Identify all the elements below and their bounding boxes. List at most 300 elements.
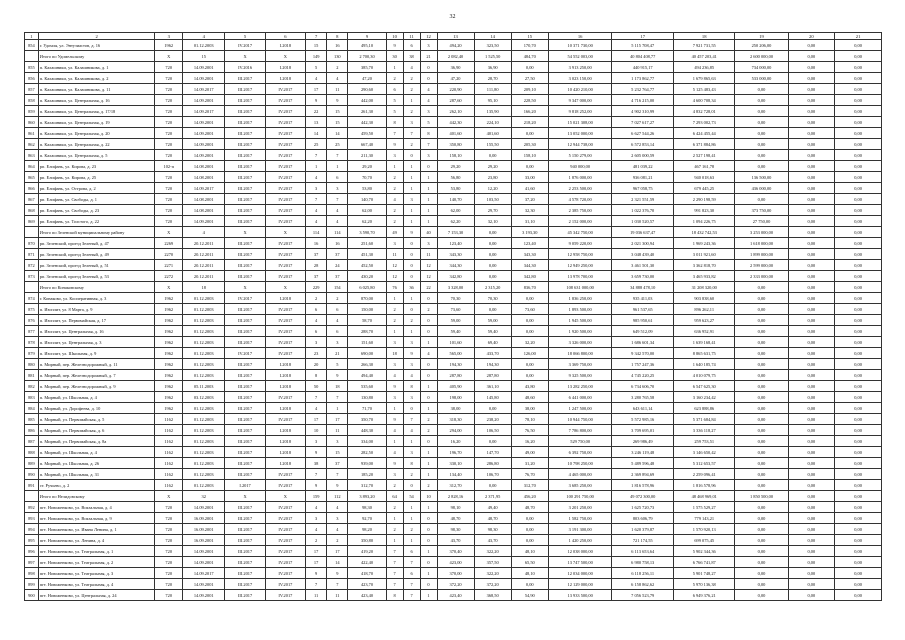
table-cell: 37,20 <box>511 194 548 205</box>
table-cell: 0,00 <box>835 403 882 414</box>
table-cell: 65,50 <box>511 557 548 568</box>
table-row <box>25 84 882 95</box>
table-cell: 5 115 708,47 <box>612 40 674 51</box>
table-cell: III.2017 <box>225 590 265 601</box>
table-cell: 0,00 <box>788 161 835 172</box>
table-cell: 869 <box>25 216 39 227</box>
table-cell: III.2017 <box>225 458 265 469</box>
table-cell: 6 <box>306 326 327 337</box>
table-cell: 720 <box>155 513 183 524</box>
table-cell: III.2017 <box>225 535 265 546</box>
table-cell: 9 <box>306 568 327 579</box>
table-cell: 23 <box>306 348 327 359</box>
table-row <box>25 381 882 392</box>
table-cell: 893 <box>25 513 39 524</box>
table-row <box>25 139 882 150</box>
table-cell: 6 627 544,26 <box>612 128 674 139</box>
table-cell: п. Мирный, пер. Железнодорожный, д. 7 <box>38 370 155 381</box>
table-cell: III.2017 <box>225 194 265 205</box>
table-cell: 312,70 <box>348 480 386 491</box>
table-cell: 0 <box>420 359 437 370</box>
table-cell: 436 000,00 <box>735 183 788 194</box>
table-cell: 401,60 <box>437 128 474 139</box>
table-cell: 0,00 <box>788 205 835 216</box>
table-cell: 1 <box>386 161 403 172</box>
table-cell: 889 <box>25 458 39 469</box>
table-cell: 211,30 <box>348 150 386 161</box>
table-cell: 1162 <box>155 469 183 480</box>
table-cell: 22 <box>306 106 327 117</box>
table-cell: 836,70 <box>511 282 548 293</box>
table-cell: 16,20 <box>437 436 474 447</box>
table-cell: III.2017 <box>225 557 265 568</box>
table-cell: 4 <box>403 370 420 381</box>
table-cell: 286,80 <box>474 458 511 469</box>
table-cell: 0,00 <box>735 392 788 403</box>
table-cell: 9 <box>306 480 327 491</box>
table-cell: 0,00 <box>835 40 882 51</box>
table-cell: 2 <box>403 315 420 326</box>
table-cell: 13 052 000,00 <box>548 128 612 139</box>
table-row <box>25 205 882 216</box>
table-cell: 9 <box>327 568 348 579</box>
table-cell: 3 <box>386 359 403 370</box>
table-cell: рп. Елифань, ул. Острова, д. 2 <box>38 183 155 194</box>
table-cell: п. Калашники, ул. Центральная, д. 20 <box>38 128 155 139</box>
table-row <box>25 260 882 271</box>
table-cell: 0,00 <box>788 491 835 502</box>
table-cell: 101,60 <box>437 337 474 348</box>
table-cell: 872 <box>25 260 39 271</box>
table-cell: 290,60 <box>348 84 386 95</box>
header-cell: 13 <box>437 33 474 40</box>
table-cell: 25 <box>306 139 327 150</box>
table-cell: 967 058,75 <box>612 183 674 194</box>
table-cell: 14.09.2001 <box>183 579 225 590</box>
table-cell: III.2017 <box>225 150 265 161</box>
table-cell: рп. Елифань, ул. Кирова, д. 23 <box>38 161 155 172</box>
table-cell: IV.2016 <box>225 62 265 73</box>
table-cell: 4 <box>306 502 327 513</box>
table-cell: 3 <box>386 150 403 161</box>
table-cell: 01.12.2003 <box>183 436 225 447</box>
table-cell: 0,00 <box>835 139 882 150</box>
table-cell: 27 750,00 <box>735 216 788 227</box>
table-cell: 15 <box>327 117 348 128</box>
table-cell: 6 118 256,11 <box>612 568 674 579</box>
table-cell: 11 <box>327 425 348 436</box>
table-cell: 2270 <box>155 249 183 260</box>
table-cell: 0,00 <box>735 117 788 128</box>
table-cell: 0,00 <box>788 590 835 601</box>
table-cell: 2 <box>403 524 420 535</box>
table-cell: 0 <box>420 326 437 337</box>
table-cell: 350,80 <box>437 139 474 150</box>
table-cell: 48,70 <box>511 502 548 513</box>
table-cell: 2 371,95 <box>474 491 511 502</box>
table-cell: 0 <box>403 403 420 414</box>
table-cell: 1 920 500,00 <box>548 326 612 337</box>
table-cell: 0 <box>420 161 437 172</box>
table-cell: 20.12.2011 <box>183 260 225 271</box>
table-row <box>25 359 882 370</box>
table-cell: 29,70 <box>474 205 511 216</box>
table-cell: 32 <box>183 491 225 502</box>
table-cell: 0,00 <box>788 392 835 403</box>
table-cell: 0,00 <box>788 282 835 293</box>
table-cell: 882 <box>25 381 39 392</box>
table-cell: 13 978 700,00 <box>548 271 612 282</box>
table-cell: 48,10 <box>511 568 548 579</box>
table-cell: 370,40 <box>437 546 474 557</box>
table-cell: 0,00 <box>788 425 835 436</box>
table-cell: 878 <box>25 337 39 348</box>
table-cell: 0 <box>403 238 420 249</box>
table-cell: 59,00 <box>437 315 474 326</box>
table-cell: 0,00 <box>788 535 835 546</box>
table-cell: 1962 <box>155 293 183 304</box>
table-cell: 3 <box>327 513 348 524</box>
table-cell: 1 850 500,00 <box>735 491 788 502</box>
table-cell: 322,20 <box>474 568 511 579</box>
table-cell: 98,20 <box>348 524 386 535</box>
table-cell: п. Изоплит, ул. Центральная, д. 3 <box>38 337 155 348</box>
table-cell: 224,10 <box>474 117 511 128</box>
table-cell: 29,20 <box>437 161 474 172</box>
table-cell: 14.09.2001 <box>183 557 225 568</box>
table-cell: 3 <box>420 150 437 161</box>
table-cell: 900 <box>25 590 39 601</box>
table-cell: 440 915,17 <box>612 62 674 73</box>
table-cell: 220,90 <box>437 84 474 95</box>
table-row <box>25 238 882 249</box>
table-cell: 0,00 <box>788 414 835 425</box>
table-cell: 16 <box>327 238 348 249</box>
table-row <box>25 194 882 205</box>
table-row <box>25 73 882 84</box>
table-cell: 36 <box>403 282 420 293</box>
table-cell: 896 <box>25 546 39 557</box>
table-cell: X <box>225 51 265 62</box>
table-cell: п. Мирный, ул. Первомайская, д. 5 <box>38 414 155 425</box>
table-cell: 1 173 862,77 <box>612 73 674 84</box>
table-cell: 0 <box>403 271 420 282</box>
table-cell: 14.09.2001 <box>183 73 225 84</box>
table-cell: 0,00 <box>835 579 882 590</box>
table-cell: 2 385 750,00 <box>548 205 612 216</box>
table-cell: IV.2017 <box>265 150 305 161</box>
table-row <box>25 106 882 117</box>
table-cell: I.2018 <box>265 458 305 469</box>
table-cell: 14.08.2001 <box>183 205 225 216</box>
table-row <box>25 568 882 579</box>
table-cell: 720 <box>155 194 183 205</box>
table-cell: 01.12.2003 <box>183 337 225 348</box>
table-cell: 13 933 500,00 <box>548 590 612 601</box>
table-cell: г. Конаково, ул. Кооперативная, д. 3 <box>38 293 155 304</box>
table-cell: 47,20 <box>437 73 474 84</box>
table-cell: 881 <box>25 370 39 381</box>
table-row <box>25 524 882 535</box>
table-cell: 1962 <box>155 381 183 392</box>
table-cell: 47,20 <box>348 73 386 84</box>
table-cell: 5 572 985,16 <box>612 414 674 425</box>
table-cell: 1 <box>403 513 420 524</box>
table-cell: 1 <box>420 469 437 480</box>
header-cell: 4 <box>183 33 225 40</box>
table-cell: 8 <box>403 381 420 392</box>
table-cell: 854 <box>25 40 39 51</box>
table-cell: 11 <box>420 249 437 260</box>
table-cell: 3 <box>386 469 403 480</box>
table-cell: III.2017 <box>225 205 265 216</box>
table-cell: 565,00 <box>437 348 474 359</box>
table-cell: 5 <box>420 117 437 128</box>
table-cell: 334,00 <box>348 436 386 447</box>
table-cell: 2271 <box>155 260 183 271</box>
table-cell: 1162 <box>155 414 183 425</box>
table-cell: 1162 <box>155 436 183 447</box>
table-cell: 636 952,91 <box>673 326 735 337</box>
table-cell: 433,70 <box>474 348 511 359</box>
table-cell: 1162 <box>155 458 183 469</box>
table-row <box>25 447 882 458</box>
table-cell: 862 <box>25 139 39 150</box>
table-cell: 288,70 <box>348 326 386 337</box>
table-cell: п. Калашники, ул. Калашникова, д. 11 <box>38 84 155 95</box>
table-cell: 0,00 <box>788 62 835 73</box>
table-cell: 898 <box>25 568 39 579</box>
table-cell: 0,00 <box>511 293 548 304</box>
table-row <box>25 161 882 172</box>
table-cell: IV.2017 <box>265 414 305 425</box>
table-cell: 0,00 <box>835 337 882 348</box>
table-cell: 6 <box>327 304 348 315</box>
table-cell: 12 <box>420 260 437 271</box>
table-cell: 14.09.2017 <box>183 183 225 194</box>
table-cell: 855 <box>25 62 39 73</box>
table-cell: 0,00 <box>735 106 788 117</box>
table-cell: 3 <box>403 337 420 348</box>
table-cell: 12,20 <box>474 183 511 194</box>
table-cell: 0,00 <box>835 502 882 513</box>
table-cell: 18 <box>183 282 225 293</box>
table-cell: 5 901 748,27 <box>673 568 735 579</box>
table-cell: Итого по Нелидовскому <box>38 491 155 502</box>
table-cell: 867 <box>25 194 39 205</box>
table-row <box>25 172 882 183</box>
table-cell: 0,00 <box>735 436 788 447</box>
table-cell: 48,10 <box>511 546 548 557</box>
table-cell: 5 970 136,38 <box>673 579 735 590</box>
table-cell: III.2017 <box>225 403 265 414</box>
table-cell: 159 <box>306 491 327 502</box>
table-cell: 14 <box>327 557 348 568</box>
table-cell: 0,00 <box>788 128 835 139</box>
table-cell: рп. Елифань, ул. Толстого, д. 22 <box>38 216 155 227</box>
table-cell: 0,00 <box>788 579 835 590</box>
table-cell: 896 262,11 <box>673 304 735 315</box>
table-cell: 720 <box>155 84 183 95</box>
table-cell: 48,60 <box>511 392 548 403</box>
table-cell: 5 <box>386 106 403 117</box>
table-cell: 720 <box>155 579 183 590</box>
table-cell: 3 <box>403 359 420 370</box>
table-cell: 342,80 <box>511 271 548 282</box>
table-cell: 885 <box>25 414 39 425</box>
table-cell: 0,00 <box>788 51 835 62</box>
header-cell: 9 <box>348 33 386 40</box>
table-cell: 1162 <box>155 425 183 436</box>
table-cell: 0,00 <box>835 227 882 238</box>
table-cell: 2 <box>386 216 403 227</box>
table-cell: 0 <box>403 249 420 260</box>
table-cell: 53,80 <box>348 183 386 194</box>
table-cell: 38 <box>403 51 420 62</box>
table-cell: 0,00 <box>788 150 835 161</box>
table-cell: 4 <box>183 227 225 238</box>
table-cell: 1 836 250,00 <box>548 293 612 304</box>
table-cell: 0,00 <box>835 436 882 447</box>
table-cell: 720 <box>155 62 183 73</box>
header-cell: 1 <box>25 33 39 40</box>
table-cell: 40 457 203,41 <box>673 51 735 62</box>
table-cell: п. Мирный, ул. Школьная, д. 26 <box>38 458 155 469</box>
table-cell: 442,30 <box>437 117 474 128</box>
table-cell: 10 798 250,00 <box>548 458 612 469</box>
table-cell: 0,00 <box>735 590 788 601</box>
table-cell: 01.12.2003 <box>183 304 225 315</box>
table-cell: IV.2017 <box>225 40 265 51</box>
table-cell: III.2017 <box>225 370 265 381</box>
table-cell: 1 <box>420 403 437 414</box>
table-cell: 864 <box>25 161 39 172</box>
table-cell: 4 <box>327 205 348 216</box>
table-cell: I.2018 <box>265 359 305 370</box>
table-cell: 0,00 <box>511 326 548 337</box>
table-cell: 205,30 <box>511 139 548 150</box>
table-cell: 0,00 <box>474 150 511 161</box>
table-cell: 108 631 000,00 <box>548 282 612 293</box>
table-cell: 16,20 <box>511 436 548 447</box>
table-cell: 1 <box>420 205 437 216</box>
table-cell: 43,70 <box>437 535 474 546</box>
table-row <box>25 348 882 359</box>
table-cell: 37 <box>327 271 348 282</box>
table-cell: 0,00 <box>735 161 788 172</box>
table-cell: рп. Зеленский, проезд Зеленый, д. 51 <box>38 260 155 271</box>
table-cell: 312,70 <box>511 480 548 491</box>
table-cell: 5 371 684,84 <box>673 414 735 425</box>
table-cell: 0,00 <box>788 458 835 469</box>
table-row <box>25 304 882 315</box>
table-cell: 111,80 <box>474 84 511 95</box>
table-cell: 228,50 <box>511 95 548 106</box>
table-cell: 3 362 818,70 <box>673 260 735 271</box>
header-cell: 14 <box>474 33 511 40</box>
table-cell <box>25 51 39 62</box>
table-cell: 1 <box>403 293 420 304</box>
table-cell: 269 986,49 <box>612 436 674 447</box>
table-cell: III.2017 <box>225 128 265 139</box>
subtotal-row <box>25 491 882 502</box>
table-cell: 106,70 <box>474 469 511 480</box>
table-cell: 10 <box>306 425 327 436</box>
table-cell: III.2017 <box>225 392 265 403</box>
table-cell: 3 590,70 <box>348 227 386 238</box>
table-cell: 0,00 <box>511 315 548 326</box>
table-cell: 860 <box>25 117 39 128</box>
table-cell: 0 <box>420 315 437 326</box>
table-cell: 1 <box>306 161 327 172</box>
table-cell: 3 146 650,42 <box>673 447 735 458</box>
table-cell: 0 <box>420 535 437 546</box>
table-cell: 343,30 <box>511 249 548 260</box>
table-cell: 720 <box>155 95 183 106</box>
table-cell: 720 <box>155 205 183 216</box>
table-cell: 1 <box>386 326 403 337</box>
table-cell: 6 766 741,87 <box>673 557 735 568</box>
table-cell: 01.12.2003 <box>183 469 225 480</box>
table-cell: 720 <box>155 546 183 557</box>
header-cell: 18 <box>673 33 735 40</box>
table-cell: 859 <box>25 106 39 117</box>
table-cell: 14.08.2001 <box>183 161 225 172</box>
table-row <box>25 535 882 546</box>
table-cell: 720 <box>155 117 183 128</box>
header-cell: 3 <box>155 33 183 40</box>
table-row <box>25 480 882 491</box>
table-cell: 287,80 <box>474 370 511 381</box>
table-cell: 2 253 500,00 <box>548 183 612 194</box>
table-cell: 0,00 <box>474 260 511 271</box>
table-cell: 0,00 <box>788 447 835 458</box>
table-cell: 456,20 <box>511 491 548 502</box>
table-cell: IV.2017 <box>265 205 305 216</box>
table-cell: 13 282 250,00 <box>548 381 612 392</box>
table-cell: 1162 <box>155 447 183 458</box>
table-cell: 12 <box>386 260 403 271</box>
table-cell: 373 750,00 <box>735 205 788 216</box>
table-cell: 53,80 <box>437 183 474 194</box>
table-cell: 17 <box>306 546 327 557</box>
table-cell: 418,70 <box>348 568 386 579</box>
table-cell: III.2017 <box>225 568 265 579</box>
table-cell: 0,00 <box>511 535 548 546</box>
table-cell: пгт. Новоженково, ул. Центральная, д. 24 <box>38 590 155 601</box>
table-cell: 8 <box>403 458 420 469</box>
table-cell: 17 <box>327 414 348 425</box>
table-cell: 3 <box>327 337 348 348</box>
table-cell: 12 034 000,00 <box>548 568 612 579</box>
table-cell: 0,00 <box>835 458 882 469</box>
table-cell: 2 <box>386 480 403 491</box>
table-cell: 2 <box>386 524 403 535</box>
table-cell: пгт. Новоженково, ул. Театральная, д. 2 <box>38 557 155 568</box>
table-cell: 0,00 <box>835 546 882 557</box>
table-cell: пгт. Новоженково, ул. Театральная, д. 4 <box>38 579 155 590</box>
table-cell: 481 039,22 <box>612 161 674 172</box>
table-row <box>25 370 882 381</box>
table-cell: IV.2017 <box>265 117 305 128</box>
data-table <box>24 32 882 601</box>
table-cell: 6 572 853,14 <box>612 139 674 150</box>
table-cell: 185,20 <box>348 469 386 480</box>
table-cell: 73,60 <box>511 304 548 315</box>
table-cell: 0,00 <box>511 513 548 524</box>
table-cell: 3 <box>403 392 420 403</box>
table-cell: III.2017 <box>225 326 265 337</box>
